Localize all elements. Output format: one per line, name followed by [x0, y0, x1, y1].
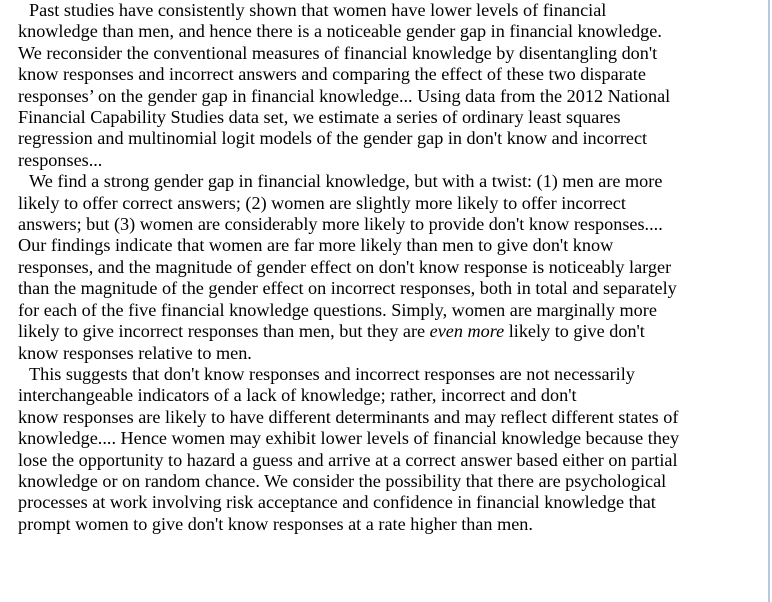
- text-line: likely to offer correct answers; (2) women are slightly more likely to offer incorrect: [18, 192, 626, 213]
- text-line: interchangeable indicators of a lack of knowledge; rather, incorrect and don't: [18, 385, 577, 406]
- text-line: knowledge than men, and hence there is a noticeable gender gap in financial knowledge.: [18, 21, 662, 42]
- text-line: regression and multinomial logit models of the gender gap in don't know and incorrect: [18, 128, 648, 149]
- text-line: know responses and incorrect answers and comparing the effect of these two disparate: [18, 64, 646, 85]
- text-segment: likely to give don't: [504, 321, 645, 342]
- text-segment: likely to give incorrect responses than men, but they are: [18, 321, 430, 342]
- document-body: [7, 0, 765, 535]
- text-line: responses, and the magnitude of gender effect on don't know response is noticeably larger: [18, 256, 672, 277]
- text-line: answers; but (3) women are considerably more likely to provide don't know responses....: [18, 214, 663, 235]
- text-line: Past studies have consistently shown that women have lower levels of financial: [29, 0, 607, 20]
- text-line: responses’ on the gender gap in financial knowledge... Using data from the 2012 National: [18, 85, 671, 106]
- emphasis-text: even more: [429, 321, 505, 342]
- text-line: know responses are likely to have different determinants and may reflect different states of: [18, 406, 679, 427]
- text-line: knowledge or on random chance. We consider the possibility that there are psychological: [18, 470, 667, 491]
- text-line: know responses relative to men.: [18, 342, 252, 363]
- text-line: lose the opportunity to hazard a guess and arrive at a correct answer based either on partial: [18, 449, 678, 470]
- text-line: prompt women to give don't know responses at a rate higher than men.: [18, 513, 533, 534]
- paragraph-1: [7, 0, 765, 171]
- paragraph-3: [7, 364, 765, 535]
- text-line: for each of the five financial knowledge questions. Simply, women are marginally more: [18, 299, 657, 320]
- text-line: Financial Capability Studies data set, we estimate a series of ordinary least squares: [18, 107, 621, 128]
- text-line: We find a strong gender gap in financial knowledge, but with a twist: (1) men are more: [29, 171, 663, 192]
- text-line: knowledge.... Hence women may exhibit lower levels of financial knowledge because they: [18, 428, 680, 449]
- text-line: This suggests that don't know responses and incorrect responses are not necessarily: [29, 363, 635, 384]
- text-line: responses...: [18, 149, 103, 170]
- text-line: processes at work involving risk acceptance and confidence in financial knowledge that: [18, 492, 656, 513]
- text-line-with-emphasis: [7, 321, 765, 342]
- text-line: We reconsider the conventional measures of financial knowledge by disentangling don't: [18, 42, 658, 63]
- text-line: Our findings indicate that women are far more likely than men to give don't know: [18, 235, 614, 256]
- paragraph-2: [7, 171, 765, 364]
- text-line: than the magnitude of the gender effect on incorrect responses, both in total and separately: [18, 278, 677, 299]
